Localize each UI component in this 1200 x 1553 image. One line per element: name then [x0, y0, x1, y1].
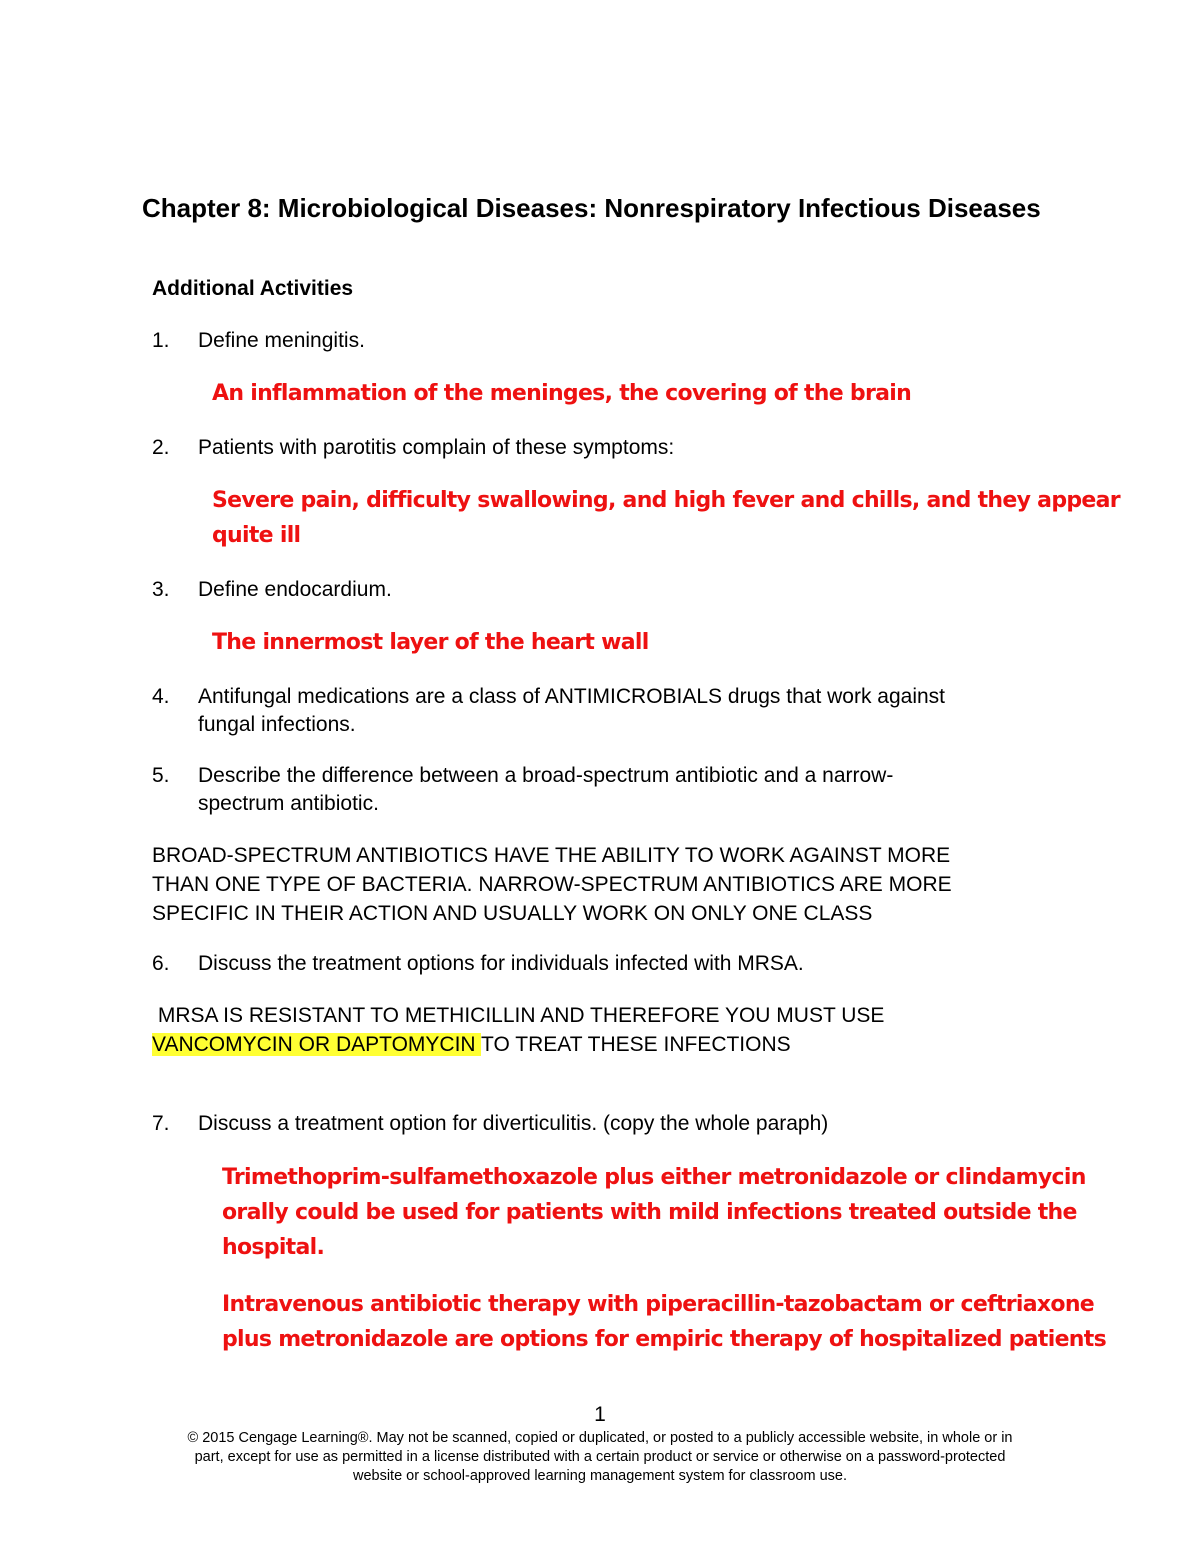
- answer-text: orally could be used for patients with mild infections treated outside the: [222, 1200, 1077, 1225]
- answer-text: The innermost layer of the heart wall: [212, 630, 649, 655]
- question-number: 3.: [152, 578, 170, 601]
- answer-text-rest: TO TREAT THESE INFECTIONS: [481, 1033, 791, 1056]
- copyright-footer: [150, 1429, 1050, 1486]
- answer-text: Trimethoprim-sulfamethoxazole plus either metronidazole or clindamycin: [222, 1165, 1086, 1190]
- answer-caps-line: THAN ONE TYPE OF BACTERIA. NARROW-SPECTRUM ANTIBIOTICS ARE MORE: [152, 873, 952, 896]
- footer-line: part, except for use as permitted in a license distributed with a certain product or service or otherwise on a password-protected: [194, 1449, 1006, 1465]
- answer-caps-line: MRSA IS RESISTANT TO METHICILLIN AND THEREFORE YOU MUST USE: [152, 1004, 885, 1027]
- question-number: 2.: [152, 436, 170, 459]
- footer-line: website or school-approved learning management system for classroom use.: [352, 1468, 848, 1484]
- answer-caps-line: BROAD-SPECTRUM ANTIBIOTICS HAVE THE ABILITY TO WORK AGAINST MORE: [152, 844, 951, 867]
- question-text: fungal infections.: [198, 713, 356, 736]
- question-text: Patients with parotitis complain of these symptoms:: [198, 436, 675, 459]
- question-text: Describe the difference between a broad-spectrum antibiotic and a narrow-: [198, 764, 894, 787]
- question-text: Define endocardium.: [198, 578, 392, 601]
- question-number: 1.: [152, 329, 170, 352]
- answer-text: An inflammation of the meninges, the covering of the brain: [212, 381, 912, 406]
- answer-caps-line: [152, 1030, 1072, 1059]
- answer-text: quite ill: [212, 523, 301, 548]
- section-heading: Additional Activities: [152, 277, 354, 300]
- answer-text: Intravenous antibiotic therapy with piperacillin-tazobactam or ceftriaxone: [222, 1292, 1094, 1317]
- footer-line: © 2015 Cengage Learning®. May not be scanned, copied or duplicated, or posted to a publicly accessible website, in whole or in: [187, 1430, 1013, 1446]
- question-text: Discuss a treatment option for diverticulitis. (copy the whole paraph): [198, 1112, 829, 1135]
- question-text: Discuss the treatment options for individuals infected with MRSA.: [198, 952, 804, 975]
- question-text: spectrum antibiotic.: [198, 792, 379, 815]
- question-number: 4.: [152, 685, 170, 708]
- question-number: 7.: [152, 1112, 170, 1135]
- question-text: Antifungal medications are a class of ANTIMICROBIALS drugs that work against: [198, 685, 946, 708]
- question-text: Define meningitis.: [198, 329, 365, 352]
- answer-text: plus metronidazole are options for empiric therapy of hospitalized patients: [222, 1327, 1106, 1352]
- chapter-title: Chapter 8: Microbiological Diseases: Nonrespiratory Infectious Diseases: [142, 193, 1041, 223]
- answer-caps-line: SPECIFIC IN THEIR ACTION AND USUALLY WORK ON ONLY ONE CLASS: [152, 902, 873, 925]
- question-number: 6.: [152, 952, 170, 975]
- answer-text: hospital.: [222, 1235, 325, 1260]
- highlighted-text: VANCOMYCIN OR DAPTOMYCIN: [152, 1033, 482, 1056]
- answer-text: Severe pain, difficulty swallowing, and high fever and chills, and they appear: [212, 488, 1120, 513]
- page-number: 1: [594, 1403, 606, 1426]
- question-number: 5.: [152, 764, 170, 787]
